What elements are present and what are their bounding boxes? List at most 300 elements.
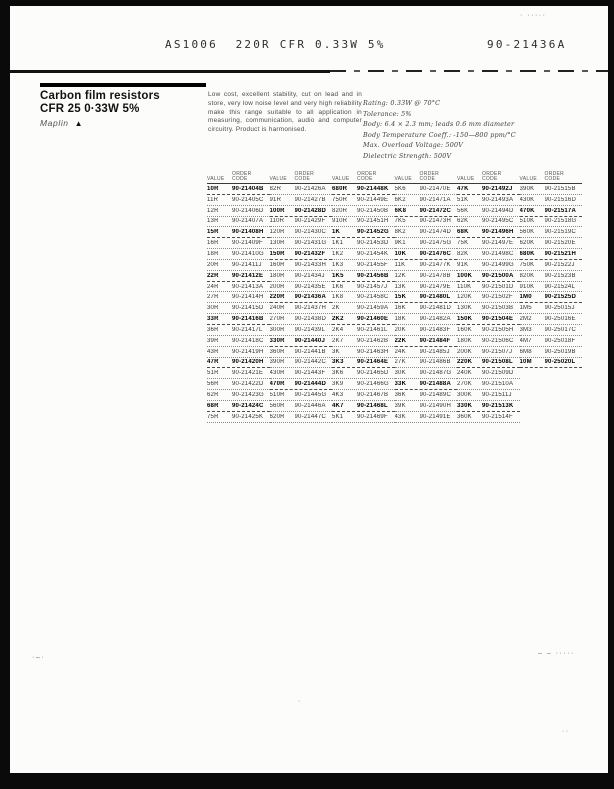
value-cell: 47K (457, 185, 469, 192)
value-cell: 470R (269, 381, 285, 388)
order-code-cell: 90-21516D (544, 196, 576, 203)
order-code-cell: 90-21506C (482, 337, 514, 344)
value-cell: 11R (207, 196, 219, 203)
scan-artifact-lower-right: ·· (562, 728, 570, 735)
order-code-cell: 90-21479E (419, 283, 451, 290)
order-code-cell: 90-21436A (294, 294, 326, 301)
value-cell: 2M2 (519, 316, 532, 323)
order-code-cell: 90-21462B (357, 337, 389, 344)
table-row (457, 238, 520, 249)
table-row (207, 368, 270, 379)
order-code-cell: 90-21455F (357, 261, 388, 268)
table-row (457, 184, 520, 195)
order-code-cell: 90-21459A (357, 305, 389, 312)
order-code-cell: 90-21429F (294, 218, 326, 225)
value-cell: 11K (394, 261, 406, 268)
order-header-line1: ORDER (294, 171, 315, 177)
order-code-cell: 90-21511J (482, 391, 512, 398)
order-code-cell: 90-21477K (419, 261, 451, 268)
table-row (270, 336, 333, 347)
value-cell: 110K (457, 283, 472, 290)
value-cell: 68K (457, 229, 469, 236)
value-cell: 5K1 (332, 413, 344, 420)
order-code-cell: 90-21454K (357, 250, 389, 257)
table-row (270, 314, 333, 325)
value-cell: 24R (207, 283, 219, 290)
table-row (520, 282, 583, 293)
value-cell: 4M7 (519, 337, 532, 344)
table-row (457, 336, 520, 347)
value-cell: 68R (207, 402, 219, 409)
value-cell: 30K (394, 370, 406, 377)
value-cell: 2K4 (332, 326, 344, 333)
order-code-cell: 90-21443F (294, 370, 326, 377)
order-code-cell: 90-21470E (419, 185, 451, 192)
order-code-cell: 90-21446A (294, 402, 326, 409)
order-code-cell: 90-21499G (482, 261, 514, 268)
value-cell: 1K6 (332, 283, 344, 290)
order-code-cell: 90-21488A (419, 381, 451, 388)
table-row (270, 412, 333, 423)
table-row (270, 282, 333, 293)
order-code-cell: 90-21456B (357, 272, 389, 279)
order-code-cell: 90-21406D (232, 207, 264, 214)
value-cell: 240R (269, 305, 285, 312)
table-row (395, 390, 458, 401)
value-cell: 5K6 (394, 185, 406, 192)
table-row (457, 401, 520, 412)
value-cell: 360K (457, 413, 472, 420)
value-cell: 110R (269, 218, 285, 225)
section-title (40, 90, 210, 116)
table-row (457, 206, 520, 217)
scanned-catalog-page (10, 6, 608, 773)
order-header-line1: ORDER (232, 171, 252, 177)
table-row (332, 227, 395, 238)
value-cell: 6K2 (394, 196, 406, 203)
order-code-cell: 90-21505H (482, 326, 514, 333)
value-cell: 13R (207, 218, 219, 225)
table-column-pair-4 (395, 168, 458, 423)
page-header-code: 90-21436A (487, 38, 567, 51)
table-row (520, 314, 583, 325)
order-code-cell: 90-21419H (232, 348, 264, 355)
table-row (207, 336, 270, 347)
value-cell: 12K (394, 272, 406, 279)
table-row (395, 184, 458, 195)
order-code-cell: 90-21445G (294, 391, 327, 398)
table-row (207, 206, 270, 217)
value-cell: 3M3 (519, 326, 532, 333)
value-cell: 910K (519, 283, 535, 290)
order-code-cell: 90-21485J (419, 348, 450, 355)
table-row (270, 184, 333, 195)
table-row (270, 227, 333, 238)
table-row (520, 303, 583, 314)
order-code-cell: 90-21500A (482, 272, 514, 279)
value-cell: 27R (207, 294, 219, 301)
resistor-table (207, 168, 583, 423)
value-cell: 200R (269, 283, 285, 290)
order-code-cell: 90-21504E (482, 316, 514, 323)
table-row (395, 271, 458, 282)
value-cell: 1K1 (332, 240, 344, 247)
order-code-cell: 90-21460E (357, 316, 389, 323)
value-cell: 33K (394, 381, 407, 388)
order-code-cell: 90-21520E (544, 240, 576, 247)
table-row (270, 260, 333, 271)
value-cell: 56K (457, 207, 469, 214)
order-code-cell: 90-25018F (544, 337, 576, 344)
order-code-cell: 90-21447C (294, 413, 326, 420)
spec-list (363, 98, 588, 162)
value-cell: 150K (457, 316, 473, 323)
table-row (270, 249, 333, 260)
order-code-cell: 90-21491E (419, 413, 451, 420)
table-row (332, 325, 395, 336)
order-header-line1: ORDER (482, 171, 502, 177)
order-code-cell: 90-21434J (294, 272, 325, 279)
order-code-cell: 90-21515B (544, 185, 576, 192)
value-cell: 510R (269, 391, 285, 398)
order-code-cell: 90-21457J (357, 283, 388, 290)
value-cell: 18R (207, 250, 219, 257)
order-code-cell: 90-21510A (482, 381, 514, 388)
order-code-cell: 90-25020L (544, 359, 576, 366)
scan-artifact-top-right: · ····· (520, 12, 547, 19)
order-code-cell: 90-21414H (232, 294, 264, 301)
order-header-line2: CODE (294, 176, 311, 182)
value-cell: 130K (457, 305, 472, 312)
order-code-cell: 90-21431G (294, 240, 327, 247)
value-cell: 240K (457, 370, 472, 377)
table-header-row (395, 168, 458, 184)
table-row (207, 379, 270, 390)
order-code-cell: 90-21444D (294, 381, 326, 388)
spec-overload-voltage: Max. Overload Voltage: 500V (363, 141, 464, 150)
header-rule-dashed (330, 70, 608, 72)
value-cell: 9K1 (394, 240, 406, 247)
order-header-line2: CODE (232, 176, 248, 182)
table-column-pair-2 (270, 168, 333, 423)
table-row (207, 347, 270, 358)
table-row (270, 368, 333, 379)
order-code-cell: 90-21467B (357, 391, 389, 398)
table-row (207, 401, 270, 412)
value-cell: 160K (457, 326, 472, 333)
order-code-cell: 90-21463H (357, 348, 389, 355)
table-row (332, 292, 395, 303)
value-cell: 3K9 (332, 381, 344, 388)
table-row (207, 195, 270, 206)
value-cell: 130R (269, 240, 285, 247)
value-cell: 18K (394, 316, 406, 323)
order-code-cell: 90-21420H (232, 359, 264, 366)
table-row (270, 271, 333, 282)
value-cell: 750K (519, 261, 535, 268)
value-cell: 270R (269, 316, 285, 323)
table-row (332, 401, 395, 412)
table-row (395, 368, 458, 379)
value-cell: 39K (394, 402, 406, 409)
value-cell: 1K8 (332, 294, 344, 301)
value-cell: 15K (394, 294, 407, 301)
table-row (395, 379, 458, 390)
order-header-line2: CODE (482, 176, 498, 182)
value-cell: 360R (269, 348, 285, 355)
table-row (520, 217, 583, 228)
order-code-cell: 90-21433H (294, 261, 326, 268)
table-row (520, 358, 583, 369)
table-row (395, 314, 458, 325)
table-row (457, 271, 520, 282)
value-cell: 36R (207, 326, 219, 333)
table-row (207, 412, 270, 423)
value-cell: 51K (457, 196, 469, 203)
value-cell: 16R (207, 240, 219, 247)
value-cell: 82K (457, 250, 469, 257)
brand-mark (40, 118, 83, 128)
order-code-header (420, 172, 454, 183)
order-code-cell: 90-21412E (232, 272, 264, 279)
order-code-cell: 90-21475G (419, 240, 452, 247)
table-header-row (520, 168, 583, 184)
value-cell: 820R (332, 207, 348, 214)
value-cell: 1K (332, 229, 341, 236)
table-row (520, 184, 583, 195)
value-cell: 10K (394, 250, 407, 257)
value-cell: 39R (207, 337, 219, 344)
order-code-cell: 90-21472C (419, 207, 451, 214)
table-row (332, 303, 395, 314)
table-row (457, 412, 520, 423)
table-row (332, 206, 395, 217)
order-code-cell: 90-21474D (419, 229, 451, 236)
value-cell: 820K (519, 272, 535, 279)
order-code-cell: 90-21438D (294, 316, 326, 323)
value-cell: 33R (207, 316, 219, 323)
order-code-cell: 90-21517A (544, 207, 576, 214)
value-cell: 30R (207, 305, 219, 312)
table-column-pair-5 (457, 168, 520, 423)
value-cell: 1K3 (332, 261, 344, 268)
order-code-cell: 90-21498C (482, 250, 514, 257)
table-row (207, 217, 270, 228)
order-code-header (232, 172, 266, 183)
table-row (520, 347, 583, 358)
order-code-header (295, 172, 329, 183)
table-row (520, 336, 583, 347)
table-column-pair-1 (207, 168, 270, 423)
value-cell: 430K (519, 196, 535, 203)
table-row (457, 347, 520, 358)
order-code-cell: 90-21486B (419, 359, 451, 366)
order-code-cell: 90-21426A (294, 185, 326, 192)
table-row (395, 195, 458, 206)
header-rule (10, 70, 330, 73)
value-cell: 430R (269, 370, 285, 377)
value-cell: 620R (269, 413, 285, 420)
table-row (395, 282, 458, 293)
section-title-line1: Carbon film resistors (40, 90, 160, 102)
order-code-cell: 90-21452G (357, 229, 389, 236)
value-cell: 1M5 (519, 305, 532, 312)
order-code-cell: 90-21514F (482, 413, 513, 420)
table-row (520, 271, 583, 282)
order-code-cell: 90-21418C (232, 337, 264, 344)
order-code-cell: 90-25019B (544, 348, 576, 355)
order-code-cell: 90-21503B (482, 305, 514, 312)
table-row (457, 260, 520, 271)
order-code-cell: 90-21469F (357, 413, 388, 420)
order-code-cell: 90-21521H (544, 250, 576, 257)
table-header-row (207, 168, 270, 184)
value-cell: 43K (394, 413, 406, 420)
value-header: VALUE (332, 176, 350, 182)
value-cell: 16K (394, 305, 406, 312)
table-row (207, 292, 270, 303)
table-row (520, 227, 583, 238)
table-row (395, 292, 458, 303)
value-cell: 270K (457, 381, 472, 388)
order-header-line2: CODE (419, 176, 436, 182)
order-code-cell: 90-21458C (357, 294, 389, 301)
order-code-cell: 90-21410G (232, 250, 264, 257)
table-row (520, 195, 583, 206)
order-header-line1: ORDER (544, 171, 565, 177)
order-code-header (545, 172, 579, 183)
order-code-header (482, 172, 516, 183)
order-code-cell: 90-25017C (544, 326, 576, 333)
value-cell: 300K (457, 391, 472, 398)
value-cell: 910R (332, 218, 348, 225)
order-code-cell: 90-21509D (482, 370, 514, 377)
order-code-cell: 90-21483F (419, 326, 451, 333)
order-code-cell: 90-21478B (419, 272, 451, 279)
value-cell: 75K (457, 240, 469, 247)
value-cell: 1K2 (332, 250, 344, 257)
table-row (270, 238, 333, 249)
table-row (332, 347, 395, 358)
spec-temp-coeff: Body Temperature Coeff.: -150—800 ppm/°C (363, 130, 516, 139)
table-row (270, 325, 333, 336)
order-code-cell: 90-21513K (482, 402, 514, 409)
order-code-cell: 90-21524L (544, 283, 575, 290)
order-code-cell: 90-21484F (419, 337, 451, 344)
order-code-cell: 90-21502F (482, 294, 513, 301)
table-column-pair-6 (520, 168, 583, 423)
table-row (270, 206, 333, 217)
table-row (457, 314, 520, 325)
scan-artifact-footer-dot: · (298, 698, 302, 705)
table-row (457, 368, 520, 379)
order-code-cell: 90-21421E (232, 370, 264, 377)
order-code-cell: 90-21519C (544, 229, 576, 236)
spec-body: Body: 6.4 × 2.3 mm; leads 0.6 mm diameter (363, 120, 515, 129)
table-row (395, 260, 458, 271)
table-row (457, 282, 520, 293)
order-code-cell: 90-21440J (294, 337, 325, 344)
value-cell: 180K (457, 337, 472, 344)
order-code-cell: 90-21473H (419, 218, 451, 225)
value-cell: 620K (519, 240, 535, 247)
table-row (520, 325, 583, 336)
value-cell: 220R (269, 294, 285, 301)
table-row (207, 271, 270, 282)
value-cell: 510K (519, 218, 535, 225)
scan-artifact-bottom-left: ·–· (32, 654, 46, 661)
table-row (332, 271, 395, 282)
order-code-cell: 90-21422D (232, 381, 264, 388)
table-row (207, 358, 270, 369)
table-header-row (332, 168, 395, 184)
order-code-cell: 90-21442C (294, 359, 326, 366)
order-code-cell: 90-21425K (232, 413, 264, 420)
table-row (395, 227, 458, 238)
value-cell: 150R (269, 250, 285, 257)
table-row (332, 217, 395, 228)
order-code-cell: 90-21448K (357, 185, 389, 192)
table-row (207, 260, 270, 271)
value-cell: 2K7 (332, 337, 344, 344)
order-code-header (357, 172, 391, 183)
order-code-cell: 90-21508L (482, 359, 513, 366)
spec-dielectric: Dielectric Strength: 500V (363, 151, 452, 160)
order-code-cell: 90-21493A (482, 196, 514, 203)
order-code-cell: 90-21423G (232, 391, 264, 398)
table-row (457, 390, 520, 401)
table-row (332, 412, 395, 423)
value-header: VALUE (269, 176, 288, 182)
value-cell: 680K (519, 250, 535, 257)
value-cell: 36K (394, 391, 406, 398)
section-title-bar (40, 83, 206, 87)
order-code-cell: 90-21424C (232, 402, 264, 409)
table-row (457, 358, 520, 369)
table-row (207, 325, 270, 336)
value-cell: 47R (207, 359, 219, 366)
value-cell: 680R (332, 185, 348, 192)
value-header: VALUE (519, 176, 538, 182)
table-column-pair-3 (332, 168, 395, 423)
value-cell: 51R (207, 370, 219, 377)
order-code-cell: 90-21435E (294, 283, 326, 290)
table-row (207, 238, 270, 249)
table-row (395, 336, 458, 347)
table-row (520, 206, 583, 217)
scan-artifact-bottom-right: – – ····· (538, 650, 575, 657)
table-row (332, 314, 395, 325)
value-cell: 12R (207, 207, 219, 214)
value-cell: 22K (394, 337, 407, 344)
value-cell: 10M (519, 359, 532, 366)
order-code-cell: 90-21404B (232, 185, 264, 192)
table-row (332, 184, 395, 195)
value-cell: 43R (207, 348, 219, 355)
table-row (395, 238, 458, 249)
order-code-cell: 90-21482A (419, 316, 451, 323)
value-header: VALUE (394, 176, 413, 182)
table-row (395, 303, 458, 314)
order-header-line1: ORDER (357, 171, 377, 177)
order-code-cell: 90-21489C (419, 391, 451, 398)
order-code-cell: 90-21437H (294, 305, 326, 312)
table-row (457, 227, 520, 238)
table-row (270, 379, 333, 390)
value-cell: 300R (269, 326, 285, 333)
order-code-cell: 90-21518G (544, 218, 577, 225)
order-code-cell: 90-21453D (357, 240, 389, 247)
